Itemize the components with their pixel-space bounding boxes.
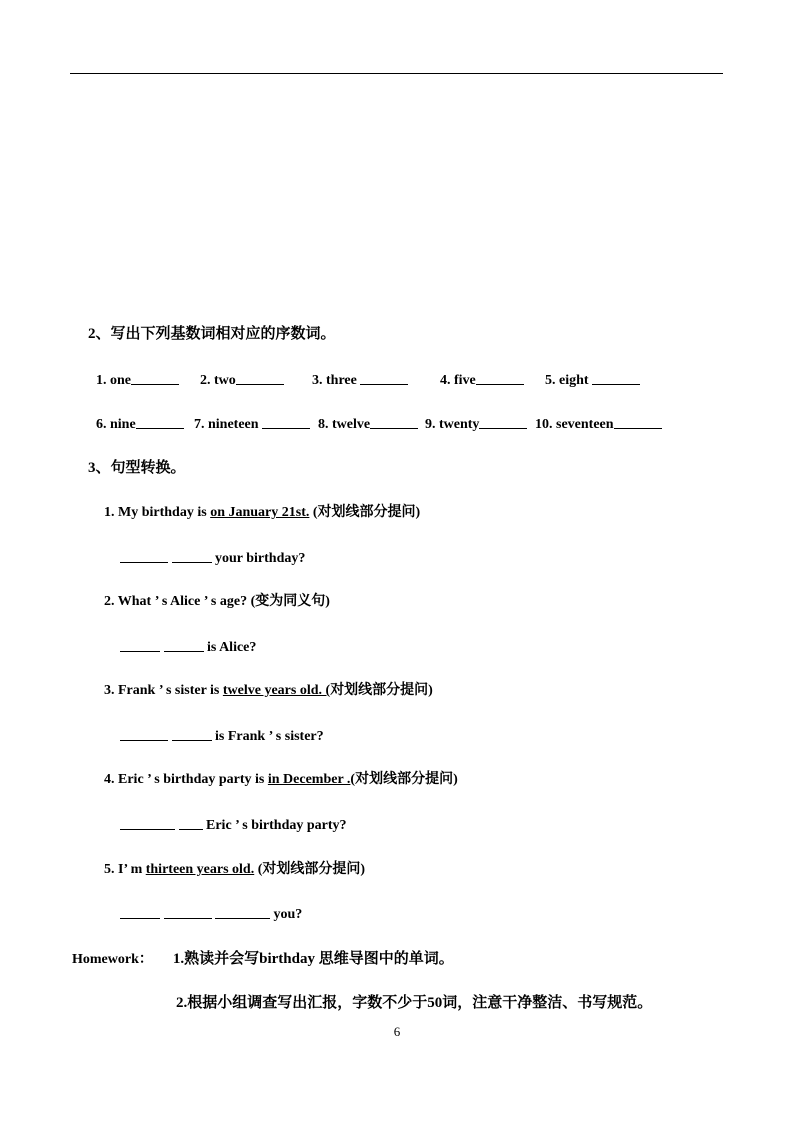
answer-line-2: is Alice?: [120, 637, 256, 658]
ordinal-item: 9. twenty: [425, 414, 527, 435]
homework-item-2: 2.根据小组调查写出汇报，字数不少于50词，注意干净整洁、书写规范。: [176, 995, 653, 1011]
ordinal-item: 5. eight: [545, 370, 640, 391]
section3-heading: 3、句型转换。: [88, 460, 186, 476]
question-2: 2. What ’ s Alice ’ s age? (变为同义句): [104, 594, 330, 609]
question-1: 1. My birthday is on January 21st. (对划线部分提问): [104, 505, 421, 520]
ordinal-item: 4. five: [440, 370, 524, 391]
underlined-phrase: in December .: [267, 772, 351, 787]
underlined-phrase: on January 21st.: [210, 505, 310, 520]
question-3: 3. Frank ’ s sister is twelve years old. (对划线部分提问): [104, 683, 433, 698]
ordinal-item: 7. nineteen: [194, 414, 310, 435]
ordinal-item: 8. twelve: [318, 414, 418, 435]
ordinal-item: 2. two: [200, 370, 284, 391]
question-5: 5. I’ m thirteen years old. (对划线部分提问): [104, 862, 366, 877]
page-number: 6: [393, 1024, 401, 1039]
ordinal-item: 1. one: [96, 370, 179, 391]
underlined-phrase: twelve years old. (: [222, 683, 331, 698]
answer-line-1: your birthday?: [120, 548, 305, 569]
question-4: 4. Eric ’ s birthday party is in December .(对划线部分提问): [104, 772, 458, 787]
homework-line-1: [72, 949, 454, 970]
ordinal-item: 3. three: [312, 370, 408, 391]
homework-item-1: 1.熟读并会写birthday 思维导图中的单词。: [172, 951, 454, 967]
ordinal-item: 10. seventeen: [535, 414, 662, 435]
section2-heading: 2、写出下列基数词相对应的序数词。: [88, 326, 336, 342]
ordinal-item: 6. nine: [96, 414, 184, 435]
underlined-phrase: thirteen years old.: [145, 862, 255, 877]
header-rule: [70, 73, 723, 74]
answer-line-4: Eric ’ s birthday party?: [120, 815, 347, 836]
answer-line-3: is Frank ’ s sister?: [120, 726, 324, 747]
homework-label: Homework：: [72, 952, 153, 967]
answer-line-5: you?: [120, 904, 302, 925]
